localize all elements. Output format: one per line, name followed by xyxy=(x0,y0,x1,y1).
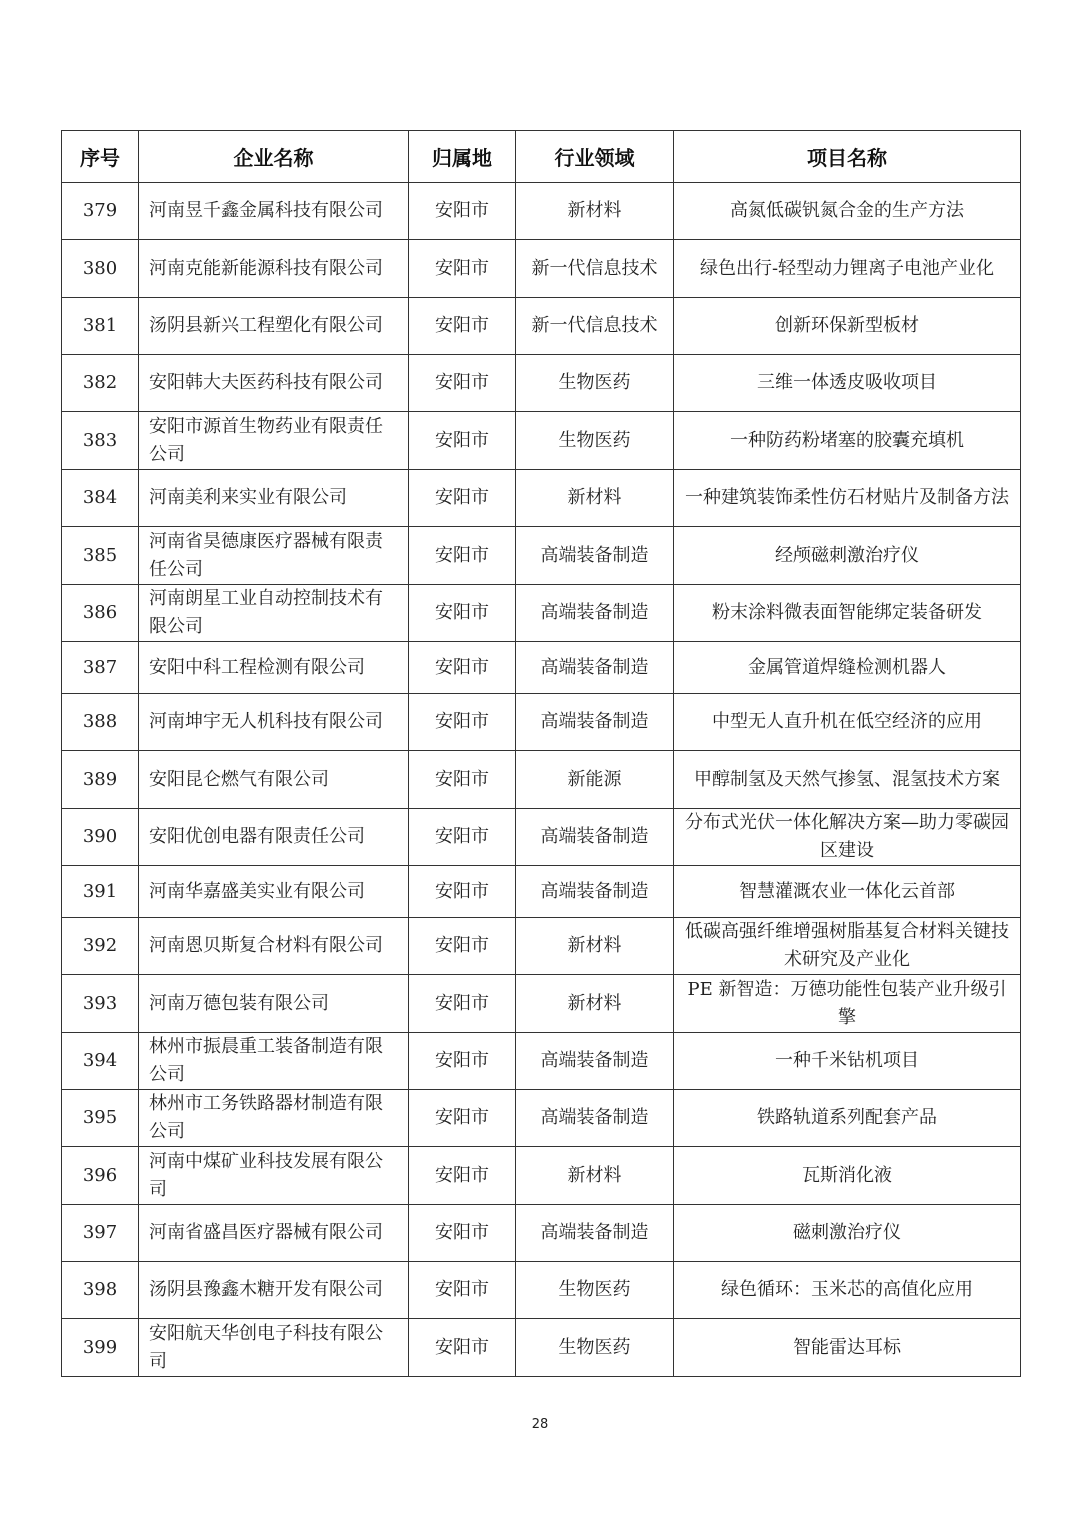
table-row xyxy=(62,1147,1021,1205)
cell-project: 低碳高强纤维增强树脂基复合材料关键技术研究及产业化 xyxy=(674,918,1021,975)
cell-industry: 高端装备制造 xyxy=(516,527,674,585)
cell-industry: 高端装备制造 xyxy=(516,1033,674,1090)
table-row xyxy=(62,918,1021,975)
cell-industry: 新材料 xyxy=(516,183,674,240)
cell-industry: 新材料 xyxy=(516,470,674,527)
table-row xyxy=(62,585,1021,642)
cell-company: 汤阴县新兴工程塑化有限公司 xyxy=(139,298,409,355)
cell-company: 安阳市源首生物药业有限责任公司 xyxy=(139,412,409,470)
cell-project: 智慧灌溉农业一体化云首部 xyxy=(674,866,1021,918)
page-number: 28 xyxy=(531,1417,549,1432)
cell-location: 安阳市 xyxy=(409,1033,516,1090)
cell-industry: 新材料 xyxy=(516,918,674,975)
cell-industry: 生物医药 xyxy=(516,1262,674,1319)
table-row xyxy=(62,751,1021,809)
cell-company: 安阳韩大夫医药科技有限公司 xyxy=(139,355,409,412)
cell-seq: 379 xyxy=(62,183,139,240)
cell-industry: 新材料 xyxy=(516,1147,674,1205)
cell-location: 安阳市 xyxy=(409,585,516,642)
cell-company: 汤阴县豫鑫木糖开发有限公司 xyxy=(139,1262,409,1319)
cell-company: 河南万德包装有限公司 xyxy=(139,975,409,1033)
cell-seq: 382 xyxy=(62,355,139,412)
table-row xyxy=(62,240,1021,298)
cell-company: 安阳昆仑燃气有限公司 xyxy=(139,751,409,809)
cell-company: 河南省盛昌医疗器械有限公司 xyxy=(139,1205,409,1262)
cell-project: 三维一体透皮吸收项目 xyxy=(674,355,1021,412)
cell-company: 林州市振晨重工装备制造有限公司 xyxy=(139,1033,409,1090)
cell-company: 安阳航天华创电子科技有限公司 xyxy=(139,1319,409,1377)
cell-seq: 396 xyxy=(62,1147,139,1205)
cell-company: 河南克能新能源科技有限公司 xyxy=(139,240,409,298)
cell-seq: 386 xyxy=(62,585,139,642)
cell-location: 安阳市 xyxy=(409,183,516,240)
cell-seq: 399 xyxy=(62,1319,139,1377)
cell-company: 安阳中科工程检测有限公司 xyxy=(139,642,409,694)
table-body xyxy=(62,183,1021,1377)
cell-industry: 新一代信息技术 xyxy=(516,240,674,298)
cell-location: 安阳市 xyxy=(409,694,516,751)
cell-project: 绿色出行-轻型动力锂离子电池产业化 xyxy=(674,240,1021,298)
cell-seq: 393 xyxy=(62,975,139,1033)
cell-seq: 389 xyxy=(62,751,139,809)
cell-location: 安阳市 xyxy=(409,918,516,975)
header-project: 项目名称 xyxy=(674,131,1021,183)
cell-project: 瓦斯消化液 xyxy=(674,1147,1021,1205)
cell-location: 安阳市 xyxy=(409,1090,516,1147)
header-company: 企业名称 xyxy=(139,131,409,183)
cell-company: 河南美利来实业有限公司 xyxy=(139,470,409,527)
table-row xyxy=(62,694,1021,751)
cell-industry: 高端装备制造 xyxy=(516,694,674,751)
cell-seq: 392 xyxy=(62,918,139,975)
cell-project: 高氮低碳钒氮合金的生产方法 xyxy=(674,183,1021,240)
cell-company: 河南朗星工业自动控制技术有限公司 xyxy=(139,585,409,642)
cell-location: 安阳市 xyxy=(409,1205,516,1262)
cell-industry: 高端装备制造 xyxy=(516,585,674,642)
cell-industry: 高端装备制造 xyxy=(516,1205,674,1262)
table-row xyxy=(62,1205,1021,1262)
cell-industry: 高端装备制造 xyxy=(516,642,674,694)
cell-seq: 395 xyxy=(62,1090,139,1147)
header-industry: 行业领域 xyxy=(516,131,674,183)
cell-seq: 381 xyxy=(62,298,139,355)
cell-company: 河南华嘉盛美实业有限公司 xyxy=(139,866,409,918)
cell-company: 安阳优创电器有限责任公司 xyxy=(139,809,409,866)
cell-seq: 384 xyxy=(62,470,139,527)
cell-seq: 397 xyxy=(62,1205,139,1262)
cell-company: 河南省昊德康医疗器械有限责任公司 xyxy=(139,527,409,585)
table-row xyxy=(62,470,1021,527)
cell-seq: 388 xyxy=(62,694,139,751)
cell-industry: 生物医药 xyxy=(516,1319,674,1377)
cell-project: 智能雷达耳标 xyxy=(674,1319,1021,1377)
cell-seq: 383 xyxy=(62,412,139,470)
cell-location: 安阳市 xyxy=(409,240,516,298)
cell-company: 河南恩贝斯复合材料有限公司 xyxy=(139,918,409,975)
cell-project: 甲醇制氢及天然气掺氢、混氢技术方案 xyxy=(674,751,1021,809)
cell-industry: 高端装备制造 xyxy=(516,1090,674,1147)
cell-company: 河南中煤矿业科技发展有限公司 xyxy=(139,1147,409,1205)
cell-location: 安阳市 xyxy=(409,355,516,412)
cell-project: 一种建筑装饰柔性仿石材贴片及制备方法 xyxy=(674,470,1021,527)
table-row xyxy=(62,1090,1021,1147)
cell-location: 安阳市 xyxy=(409,1147,516,1205)
cell-location: 安阳市 xyxy=(409,527,516,585)
cell-industry: 生物医药 xyxy=(516,355,674,412)
cell-company: 河南坤宇无人机科技有限公司 xyxy=(139,694,409,751)
cell-seq: 385 xyxy=(62,527,139,585)
header-location: 归属地 xyxy=(409,131,516,183)
cell-project: 创新环保新型板材 xyxy=(674,298,1021,355)
cell-industry: 生物医药 xyxy=(516,412,674,470)
cell-company: 林州市工务铁路器材制造有限公司 xyxy=(139,1090,409,1147)
table-row xyxy=(62,183,1021,240)
table-row xyxy=(62,1319,1021,1377)
cell-location: 安阳市 xyxy=(409,298,516,355)
table-row xyxy=(62,412,1021,470)
cell-location: 安阳市 xyxy=(409,866,516,918)
table-row xyxy=(62,642,1021,694)
cell-project: 金属管道焊缝检测机器人 xyxy=(674,642,1021,694)
cell-location: 安阳市 xyxy=(409,751,516,809)
cell-location: 安阳市 xyxy=(409,412,516,470)
cell-location: 安阳市 xyxy=(409,1262,516,1319)
cell-location: 安阳市 xyxy=(409,642,516,694)
enterprise-project-table xyxy=(61,130,1021,1377)
cell-seq: 398 xyxy=(62,1262,139,1319)
cell-project: 绿色循环：玉米芯的高值化应用 xyxy=(674,1262,1021,1319)
cell-industry: 高端装备制造 xyxy=(516,866,674,918)
cell-location: 安阳市 xyxy=(409,809,516,866)
cell-project: 磁刺激治疗仪 xyxy=(674,1205,1021,1262)
cell-project: 经颅磁刺激治疗仪 xyxy=(674,527,1021,585)
table-row xyxy=(62,298,1021,355)
cell-industry: 新能源 xyxy=(516,751,674,809)
header-seq: 序号 xyxy=(62,131,139,183)
table-row xyxy=(62,809,1021,866)
cell-location: 安阳市 xyxy=(409,975,516,1033)
cell-project: 一种防药粉堵塞的胶囊充填机 xyxy=(674,412,1021,470)
table-row xyxy=(62,527,1021,585)
cell-seq: 390 xyxy=(62,809,139,866)
cell-seq: 387 xyxy=(62,642,139,694)
table-row xyxy=(62,355,1021,412)
cell-seq: 391 xyxy=(62,866,139,918)
cell-location: 安阳市 xyxy=(409,1319,516,1377)
cell-seq: 394 xyxy=(62,1033,139,1090)
cell-industry: 高端装备制造 xyxy=(516,809,674,866)
cell-project: 铁路轨道系列配套产品 xyxy=(674,1090,1021,1147)
cell-industry: 新材料 xyxy=(516,975,674,1033)
cell-company: 河南昱千鑫金属科技有限公司 xyxy=(139,183,409,240)
cell-project: 一种千米钻机项目 xyxy=(674,1033,1021,1090)
cell-project: PE 新智造：万德功能性包装产业升级引擎 xyxy=(674,975,1021,1033)
cell-industry: 新一代信息技术 xyxy=(516,298,674,355)
header-row xyxy=(62,131,1021,183)
table-header xyxy=(62,131,1021,183)
table-row xyxy=(62,1033,1021,1090)
cell-project: 粉末涂料微表面智能绑定装备研发 xyxy=(674,585,1021,642)
table-row xyxy=(62,975,1021,1033)
cell-project: 分布式光伏一体化解决方案—助力零碳园区建设 xyxy=(674,809,1021,866)
table-row xyxy=(62,1262,1021,1319)
cell-location: 安阳市 xyxy=(409,470,516,527)
cell-seq: 380 xyxy=(62,240,139,298)
table-row xyxy=(62,866,1021,918)
cell-project: 中型无人直升机在低空经济的应用 xyxy=(674,694,1021,751)
